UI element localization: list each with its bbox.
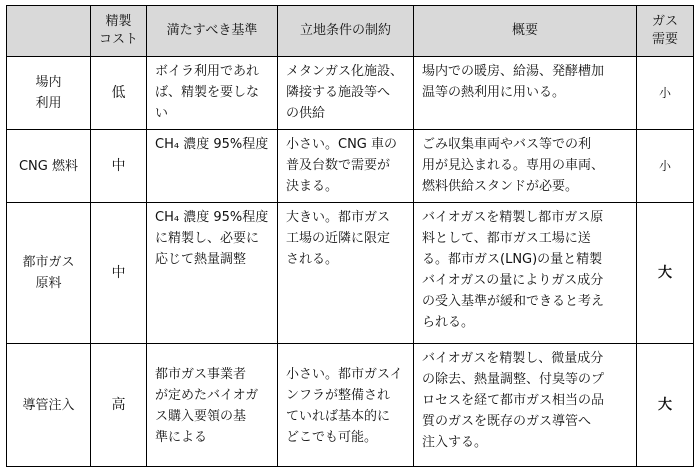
cell-standard: CH₄ 濃度 95%程度 xyxy=(147,130,278,203)
cell-cost: 低 xyxy=(91,57,147,130)
cell-overview: バイオガスを精製し都市ガス原 料として、都市ガス工場に送 る。都市ガス(LNG)の量と精製 バイオガスの量によりガス成分 の受入基準が緩和できると考え られる。 xyxy=(414,203,637,344)
cell-constraint: 小さい。都市ガスイ ンフラが整備され ていれば基本的に どこでも可能。 xyxy=(278,344,414,467)
header-row xyxy=(7,6,694,57)
cell-cost: 中 xyxy=(91,203,147,344)
header-gas-demand: ガス 需要 xyxy=(637,6,694,57)
cell-use: CNG 燃料 xyxy=(7,130,91,203)
cell-use: 都市ガス 原料 xyxy=(7,203,91,344)
table-row xyxy=(7,203,694,344)
table-row xyxy=(7,344,694,467)
cell-standard: 都市ガス事業者 が定めたバイオガ ス購入要領の基 準による xyxy=(147,344,278,467)
cell-overview: バイオガスを精製し、微量成分 の除去、熱量調整、付臭等のプ ロセスを経て都市ガス相当の品 質のガスを既存のガス導管へ 注入する。 xyxy=(414,344,637,467)
cell-standard: CH₄ 濃度 95%程度 に精製し、必要に 応じて熱量調整 xyxy=(147,203,278,344)
cell-cost: 高 xyxy=(91,344,147,467)
header-standard: 満たすべき基準 xyxy=(147,6,278,57)
header-cost: 精製 コスト xyxy=(91,6,147,57)
cell-gas-demand: 大 xyxy=(637,203,694,344)
cell-constraint: メタンガス化施設、 隣接する施設等へ の供給 xyxy=(278,57,414,130)
biogas-utilization-table xyxy=(6,5,694,467)
cell-overview: 場内での暖房、給湯、発酵槽加 温等の熱利用に用いる。 xyxy=(414,57,637,130)
table-row xyxy=(7,130,694,203)
cell-gas-demand: 小 xyxy=(637,57,694,130)
cell-gas-demand: 小 xyxy=(637,130,694,203)
cell-overview: ごみ収集車両やバス等での利 用が見込まれる。専用の車両、 燃料供給スタンドが必要。 xyxy=(414,130,637,203)
cell-use: 導管注入 xyxy=(7,344,91,467)
cell-constraint: 小さい。CNG 車の 普及台数で需要が 決まる。 xyxy=(278,130,414,203)
cell-gas-demand: 大 xyxy=(637,344,694,467)
table-row xyxy=(7,57,694,130)
header-use xyxy=(7,6,91,57)
cell-standard: ボイラ利用であれ ば、精製を要しな い xyxy=(147,57,278,130)
header-constraint: 立地条件の制約 xyxy=(278,6,414,57)
cell-use: 場内 利用 xyxy=(7,57,91,130)
cell-constraint: 大きい。都市ガス 工場の近隣に限定 される。 xyxy=(278,203,414,344)
header-overview: 概要 xyxy=(414,6,637,57)
cell-cost: 中 xyxy=(91,130,147,203)
